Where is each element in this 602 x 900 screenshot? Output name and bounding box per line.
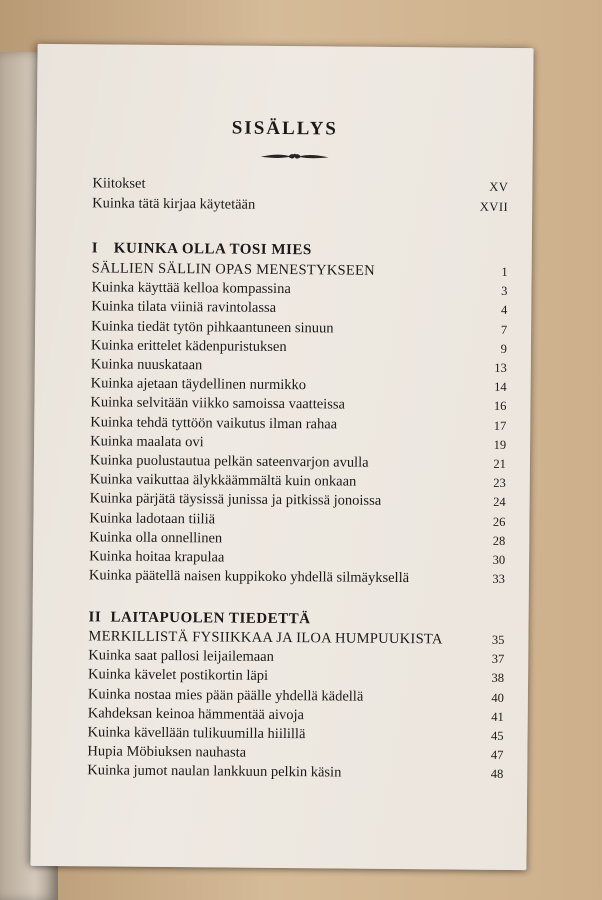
section-heading	[92, 240, 508, 261]
toc-entry[interactable]	[91, 356, 507, 378]
toc-entry[interactable]	[90, 414, 506, 436]
toc-entry[interactable]	[92, 195, 508, 217]
toc-entry[interactable]	[90, 395, 506, 417]
toc-entry-title: SÄLLIEN SÄLLIN OPAS MENESTYKSEEN	[91, 260, 376, 279]
toc-entry-title: Kuinka tilata viiniä ravintolassa	[91, 298, 277, 317]
toc-entry[interactable]	[88, 628, 504, 650]
toc-entry-page: 17	[493, 418, 507, 433]
toc-entry-title: Kuinka pärjätä täysissä junissa ja pitkissä jonoissa	[89, 490, 382, 510]
toc-entry-title: Kuinka ladotaan tiiliä	[89, 509, 216, 528]
toc-entry-title: Kuinka erittelet kädenpuristuksen	[90, 337, 287, 355]
toc-entry-title: MERKILLISTÄ FYSIIKKAA JA ILOA HUMPUUKISTA	[88, 628, 443, 648]
toc-entry[interactable]	[91, 299, 507, 321]
section-title: LAITAPUOLEN TIEDETTÄ	[110, 609, 311, 628]
toc-entry-page: 26	[492, 514, 506, 529]
toc-entry[interactable]	[90, 433, 506, 455]
toc-entry-title: Kahdeksan keinoa hämmentää aivoja	[87, 705, 305, 723]
toc-entry-page: 13	[494, 360, 507, 375]
toc-entry-page: 37	[491, 652, 505, 667]
toc-entry[interactable]	[87, 744, 503, 766]
toc-entry-title: Kuinka tätä kirjaa käytetään	[92, 195, 256, 213]
toc-entry[interactable]	[91, 318, 507, 340]
toc-entry-title: Kuinka jumot naulan lankkuun pelkin käsin	[87, 762, 342, 781]
toc-entry-title: Kiitokset	[92, 175, 146, 192]
ornament-flourish-icon	[259, 150, 331, 163]
section-number: II	[88, 609, 102, 626]
toc-entry-page: XVII	[479, 199, 509, 214]
toc-entry[interactable]	[90, 472, 506, 494]
toc-entry[interactable]	[91, 376, 507, 398]
toc-entry[interactable]	[87, 763, 503, 785]
toc-entry-title: Kuinka hoitaa krapulaa	[89, 548, 225, 566]
toc-entry[interactable]	[88, 705, 504, 727]
toc-entry-page: 14	[494, 380, 507, 395]
toc-entry-page: 1	[501, 264, 508, 279]
toc-entry[interactable]	[90, 491, 506, 513]
toc-entry-title: Hupia Möbiuksen nauhasta	[87, 743, 247, 761]
toc-entry[interactable]	[91, 337, 507, 359]
toc-entry-page: 40	[491, 690, 504, 705]
toc-entry-page: 45	[491, 728, 504, 743]
toc-entry[interactable]	[92, 175, 508, 197]
toc-entry-title: Kuinka tiedät tytön pihkaantuneen sinuun	[91, 317, 334, 337]
toc-entry-page: 21	[493, 456, 507, 471]
toc-entry[interactable]	[90, 452, 506, 474]
toc-entry-page: 9	[500, 341, 508, 356]
toc-entry[interactable]	[88, 724, 504, 746]
section-heading	[89, 609, 505, 630]
toc-entry-title: Kuinka maalata ovi	[90, 433, 204, 451]
toc-entry-page: 7	[500, 322, 508, 337]
toc-entry[interactable]	[89, 529, 505, 551]
toc-entry-title: Kuinka tehdä tyttöön vaikutus ilman rahaa	[90, 413, 338, 433]
toc-entry[interactable]	[89, 548, 505, 570]
toc-entry[interactable]	[88, 686, 504, 708]
toc-entry[interactable]	[88, 648, 504, 670]
toc-entry-page: 35	[491, 632, 505, 647]
book-page	[30, 44, 533, 870]
toc-entry-title: Kuinka kävellään tulikuumilla hiilillä	[87, 724, 306, 743]
toc-entry-title: Kuinka puolustautua pelkän sateenvarjon avulla	[89, 452, 369, 471]
toc-entry-title: Kuinka ajetaan täydellinen nurmikko	[90, 375, 307, 394]
toc-entry-page: 3	[501, 284, 508, 299]
toc-entry-page: 33	[492, 572, 506, 587]
toc-entry[interactable]	[92, 260, 508, 282]
toc-entry-title: Kuinka käyttää kelloa kompassina	[91, 279, 291, 298]
toc-entry-page: 41	[491, 709, 504, 724]
toc-entry-page: XV	[489, 179, 509, 194]
toc-entry-title: Kuinka vaikuttaa älykkäämmältä kuin onkaan	[89, 471, 357, 490]
toc-entry-page: 4	[500, 303, 508, 318]
page-title: SISÄLLYS	[231, 117, 339, 140]
toc-entry-title: Kuinka nostaa mies pään päälle yhdellä kädellä	[87, 685, 364, 705]
toc-entry[interactable]	[91, 280, 507, 302]
toc-entry[interactable]	[89, 510, 505, 532]
toc-entry-page: 48	[490, 767, 504, 782]
toc-entry-page: 24	[493, 495, 506, 510]
toc-entry-page: 16	[493, 399, 507, 414]
toc-entry-title: Kuinka olla onnellinen	[89, 529, 223, 547]
toc-entry-page: 30	[492, 552, 506, 567]
toc-entry[interactable]	[89, 568, 505, 590]
section-number: I	[91, 240, 99, 257]
toc-entry-page: 28	[492, 533, 506, 548]
toc-entry-page: 19	[493, 437, 507, 452]
toc-entry-title: Kuinka kävelet postikortin läpi	[88, 666, 269, 685]
toc-entry-page: 38	[491, 671, 505, 686]
toc-entry[interactable]	[88, 667, 504, 689]
toc-entry-title: Kuinka saat pallosi leijailemaan	[88, 647, 274, 666]
toc-entry-title: Kuinka nuuskataan	[90, 356, 203, 374]
toc-entry-title: Kuinka päätellä naisen kuppikoko yhdellä silmäyksellä	[88, 567, 410, 587]
toc-entry-page: 47	[490, 748, 504, 763]
section-title: KUINKA OLLA TOSI MIES	[113, 240, 312, 259]
toc-entry-title: Kuinka selvitään viikko samoissa vaatteissa	[90, 394, 346, 413]
toc-entry-page: 23	[493, 476, 506, 491]
